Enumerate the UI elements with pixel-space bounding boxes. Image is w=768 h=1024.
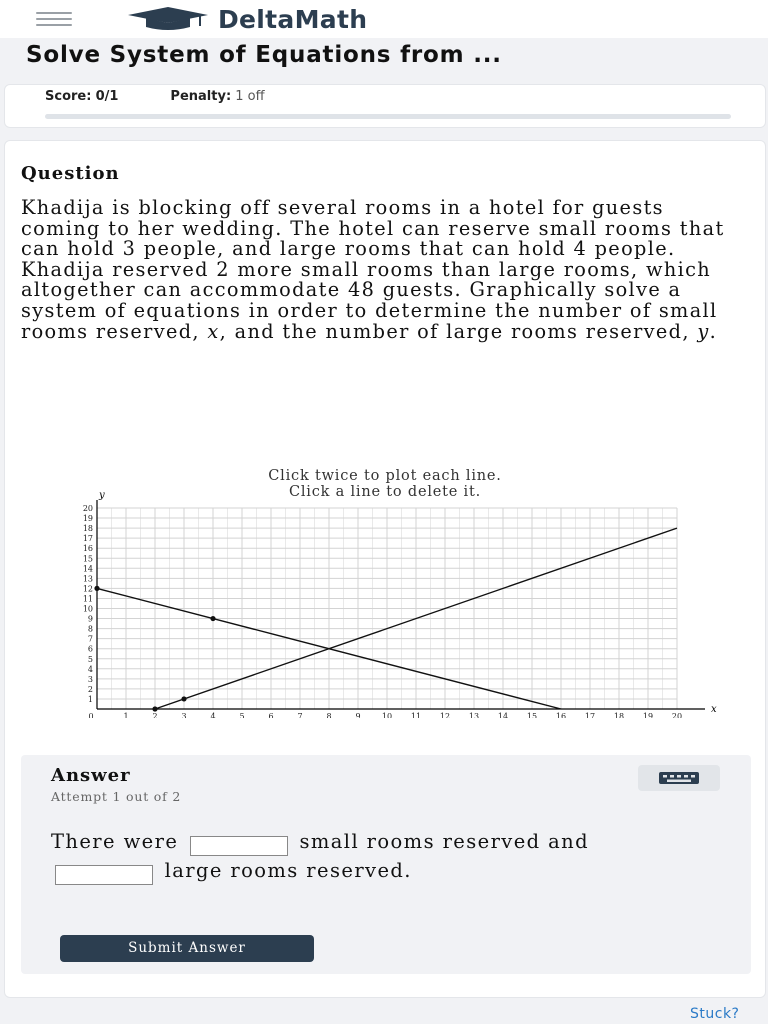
- keyboard-icon: [658, 771, 700, 785]
- y-tick-label: 4: [87, 664, 93, 674]
- answer-panel: [21, 755, 751, 974]
- penalty-label: Penalty:: [170, 89, 232, 104]
- y-tick-label: 12: [82, 584, 93, 594]
- plotted-point: [94, 586, 99, 591]
- question-body-end: .: [709, 319, 718, 343]
- score-card: [4, 84, 766, 128]
- logo-text: DeltaMath: [218, 4, 368, 34]
- y-tick-label: 19: [82, 514, 93, 524]
- x-tick-label: 20: [671, 712, 683, 718]
- y-tick-label: 11: [82, 594, 93, 604]
- x-tick-label: 1: [123, 712, 129, 718]
- attempt-counter: Attempt 1 out of 2: [51, 789, 182, 804]
- answer-heading: Answer: [51, 765, 131, 786]
- penalty: [170, 89, 264, 104]
- deltamath-logo[interactable]: [126, 4, 367, 34]
- x-tick-label: 7: [297, 712, 303, 718]
- sentence-part-2: small rooms reserved and: [299, 830, 590, 853]
- x-tick-label: 15: [526, 712, 538, 718]
- y-axis-label: y: [99, 490, 105, 501]
- y-tick-label: 7: [87, 634, 93, 644]
- var-x: x: [207, 319, 220, 343]
- x-tick-label: 16: [555, 712, 567, 718]
- x-tick-label: 11: [410, 712, 422, 718]
- answer-sentence: [51, 827, 671, 885]
- x-tick-label: 18: [613, 712, 625, 718]
- y-tick-label: 2: [87, 684, 93, 694]
- x-tick-label: 12: [439, 712, 451, 718]
- x-tick-label: 0: [88, 712, 94, 718]
- hamburger-menu-icon[interactable]: [36, 12, 72, 28]
- keyboard-button[interactable]: [638, 765, 720, 791]
- large-rooms-input[interactable]: [55, 865, 153, 885]
- progress-bar: [45, 114, 731, 119]
- sentence-part-3: large rooms reserved.: [164, 859, 412, 882]
- score-label: Score:: [45, 89, 92, 104]
- y-tick-label: 5: [87, 654, 93, 664]
- top-bar: [0, 0, 768, 38]
- y-tick-label: 1: [87, 694, 93, 704]
- x-tick-label: 10: [381, 712, 393, 718]
- y-tick-label: 3: [87, 674, 93, 684]
- x-tick-label: 2: [152, 712, 158, 718]
- y-tick-label: 20: [82, 504, 93, 513]
- y-tick-label: 18: [82, 524, 93, 534]
- penalty-value: 1 off: [235, 89, 265, 104]
- sentence-part-1: There were: [51, 830, 179, 853]
- y-tick-label: 14: [82, 564, 93, 574]
- plotted-point: [181, 696, 186, 701]
- y-tick-label: 10: [82, 604, 93, 614]
- graph-area: [65, 468, 725, 718]
- x-tick-label: 6: [268, 712, 274, 718]
- question-heading: Question: [21, 163, 120, 184]
- x-tick-label: 3: [181, 712, 187, 718]
- x-tick-label: 13: [468, 712, 480, 718]
- x-tick-label: 14: [497, 712, 509, 718]
- y-tick-label: 16: [82, 544, 93, 554]
- x-tick-label: 17: [584, 712, 596, 718]
- graduation-cap-icon: [126, 7, 210, 31]
- question-card: [4, 140, 766, 998]
- y-tick-label: 9: [87, 614, 93, 624]
- small-rooms-input[interactable]: [190, 836, 288, 856]
- page-title: Solve System of Equations from ...: [26, 42, 502, 68]
- y-tick-label: 15: [82, 554, 93, 564]
- y-tick-label: 13: [82, 574, 93, 584]
- x-tick-label: 5: [239, 712, 245, 718]
- y-tick-label: 6: [87, 644, 93, 654]
- coordinate-grid[interactable]: [65, 468, 725, 718]
- x-tick-label: 9: [355, 712, 361, 718]
- graph-hint-1: Click twice to plot each line.: [268, 468, 502, 484]
- question-body: Khadija is blocking off several rooms in a hotel for guests coming to her wedding. The hotel can reserve small rooms that can hold 3 people, and large rooms that can hold 4 people. Khadija reserved 2 more small rooms than large rooms, which altogether can accommodate 48 guests. Graphically solve a system of equations in order to determine the number of small rooms reserved,: [21, 196, 725, 343]
- score-value: 0/1: [95, 89, 119, 104]
- score: [45, 89, 118, 104]
- submit-answer-button[interactable]: Submit Answer: [60, 935, 314, 962]
- y-tick-label: 17: [82, 534, 93, 544]
- stuck-link[interactable]: Stuck?: [690, 1006, 740, 1022]
- x-tick-label: 19: [642, 712, 654, 718]
- graph-hint-2: Click a line to delete it.: [288, 484, 482, 500]
- plotted-point: [152, 706, 157, 711]
- question-body-2: , and the number of large rooms reserved,: [219, 319, 698, 343]
- y-tick-label: 8: [87, 624, 93, 634]
- x-axis-label: x: [711, 704, 717, 715]
- plotted-point: [210, 616, 215, 621]
- question-text: [21, 198, 751, 342]
- x-tick-label: 8: [326, 712, 332, 718]
- var-y: y: [697, 319, 710, 343]
- x-tick-label: 4: [210, 712, 216, 718]
